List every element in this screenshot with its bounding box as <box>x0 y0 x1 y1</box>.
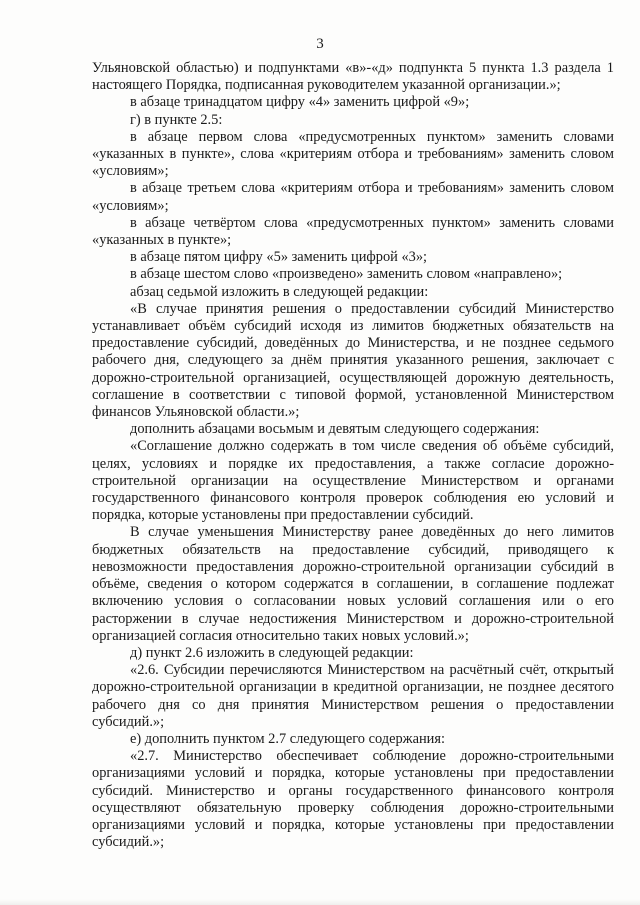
paragraph-quoted-2-7: «2.7. Министерство обеспечивает соблюдение дорожно-строительными организациями условий и порядка, которые установлены при предоставлении субсидий. Министерство и органы государственного финансового контроля осуществляют обязательную проверку соблюдения дорожно-строительными организациями условий и порядка, которые установлены при предоставлении субсидий.»; <box>92 748 614 851</box>
paragraph-item-e-heading: е) дополнить пунктом 2.7 следующего содержания: <box>130 730 446 747</box>
paragraph-fifth-paragraph-change: в абзаце пятом цифру «5» заменить цифрой «3»; <box>130 249 428 266</box>
paragraph-quoted-subsidy-decision: «В случае принятия решения о предоставлении субсидий Министерство устанавливает объём субсидий исходя из лимитов бюджетных обязательств на предоставление субсидий, доведённых до Министерства, и не позднее седьмого рабочего дня, следующего за днём принятия указанного решения, заключает с дорожно-строительной организацией, осуществляющей дорожную деятельность, соглашение в соответствии с типовой формой, установленной Министерством финансов Ульяновской области.»; <box>92 300 614 421</box>
paragraph-limits-reduction: В случае уменьшения Министерству ранее доведённых до него лимитов бюджетных обязательств на предоставление субсидий, приводящего к невозможности предоставления дорожно-строительной организации субсидий в объёме, сведения о котором содержатся в соглашении, в соглашение подлежат включению условия о согласовании новых условий соглашения или о его расторжении в случае недостижения Министерством и дорожно-строительной организацией согласия относительно таких новых условий.»; <box>92 524 614 644</box>
page-number: 3 <box>316 36 324 52</box>
scan-bottom-edge <box>0 899 640 905</box>
paragraph-first-paragraph-change: в абзаце первом слова «предусмотренных пунктом» заменить словами «указанных в пункте», слова «критериям отбора и требованиям» заменить словом «условиям»; <box>92 128 614 180</box>
document-body <box>92 60 614 851</box>
paragraph-item-g-heading: г) в пункте 2.5: <box>130 111 223 128</box>
paragraph-continuation: Ульяновской областью) и подпунктами «в»-«д» подпункта 5 пункта 1.3 раздела 1 настоящего Порядка, подписанная руководителем указанной организации.»; <box>92 60 614 94</box>
paragraph-fourth-paragraph-change: в абзаце четвёртом слова «предусмотренных пунктом» заменить словами «указанных в пункте»; <box>92 214 614 249</box>
paragraph-quoted-agreement-content: «Соглашение должно содержать в том числе сведения об объёме субсидий, целях, условиях и порядке их предоставления, а также согласие дорожно-строительной организации на осуществление Министерством и органами государственного финансового контроля проверок соблюдения ею условий и порядка, которые установлены при предоставлении субсидий. <box>92 438 614 524</box>
paragraph-paragraph-13-change: в абзаце тринадцатом цифру «4» заменить цифрой «9»; <box>130 94 470 111</box>
paragraph-seventh-paragraph-intro: абзац седьмой изложить в следующей редакции: <box>130 283 429 300</box>
paragraph-sixth-paragraph-change: в абзаце шестом слово «произведено» заменить словом «направлено»; <box>130 266 563 283</box>
paragraph-quoted-2-6: «2.6. Субсидии перечисляются Министерством на расчётный счёт, открытый дорожно-строительной организации в кредитной организации, не позднее десятого рабочего дня со дня принятия Министерством решения о предоставлении субсидий.»; <box>92 662 614 730</box>
paragraph-add-eighth-ninth-intro: дополнить абзацами восьмым и девятым следующего содержания: <box>130 421 540 438</box>
paragraph-item-d-heading: д) пункт 2.6 изложить в следующей редакции: <box>130 644 414 661</box>
paragraph-third-paragraph-change: в абзаце третьем слова «критериям отбора и требованиям» заменить словом «условиям»; <box>92 180 614 214</box>
